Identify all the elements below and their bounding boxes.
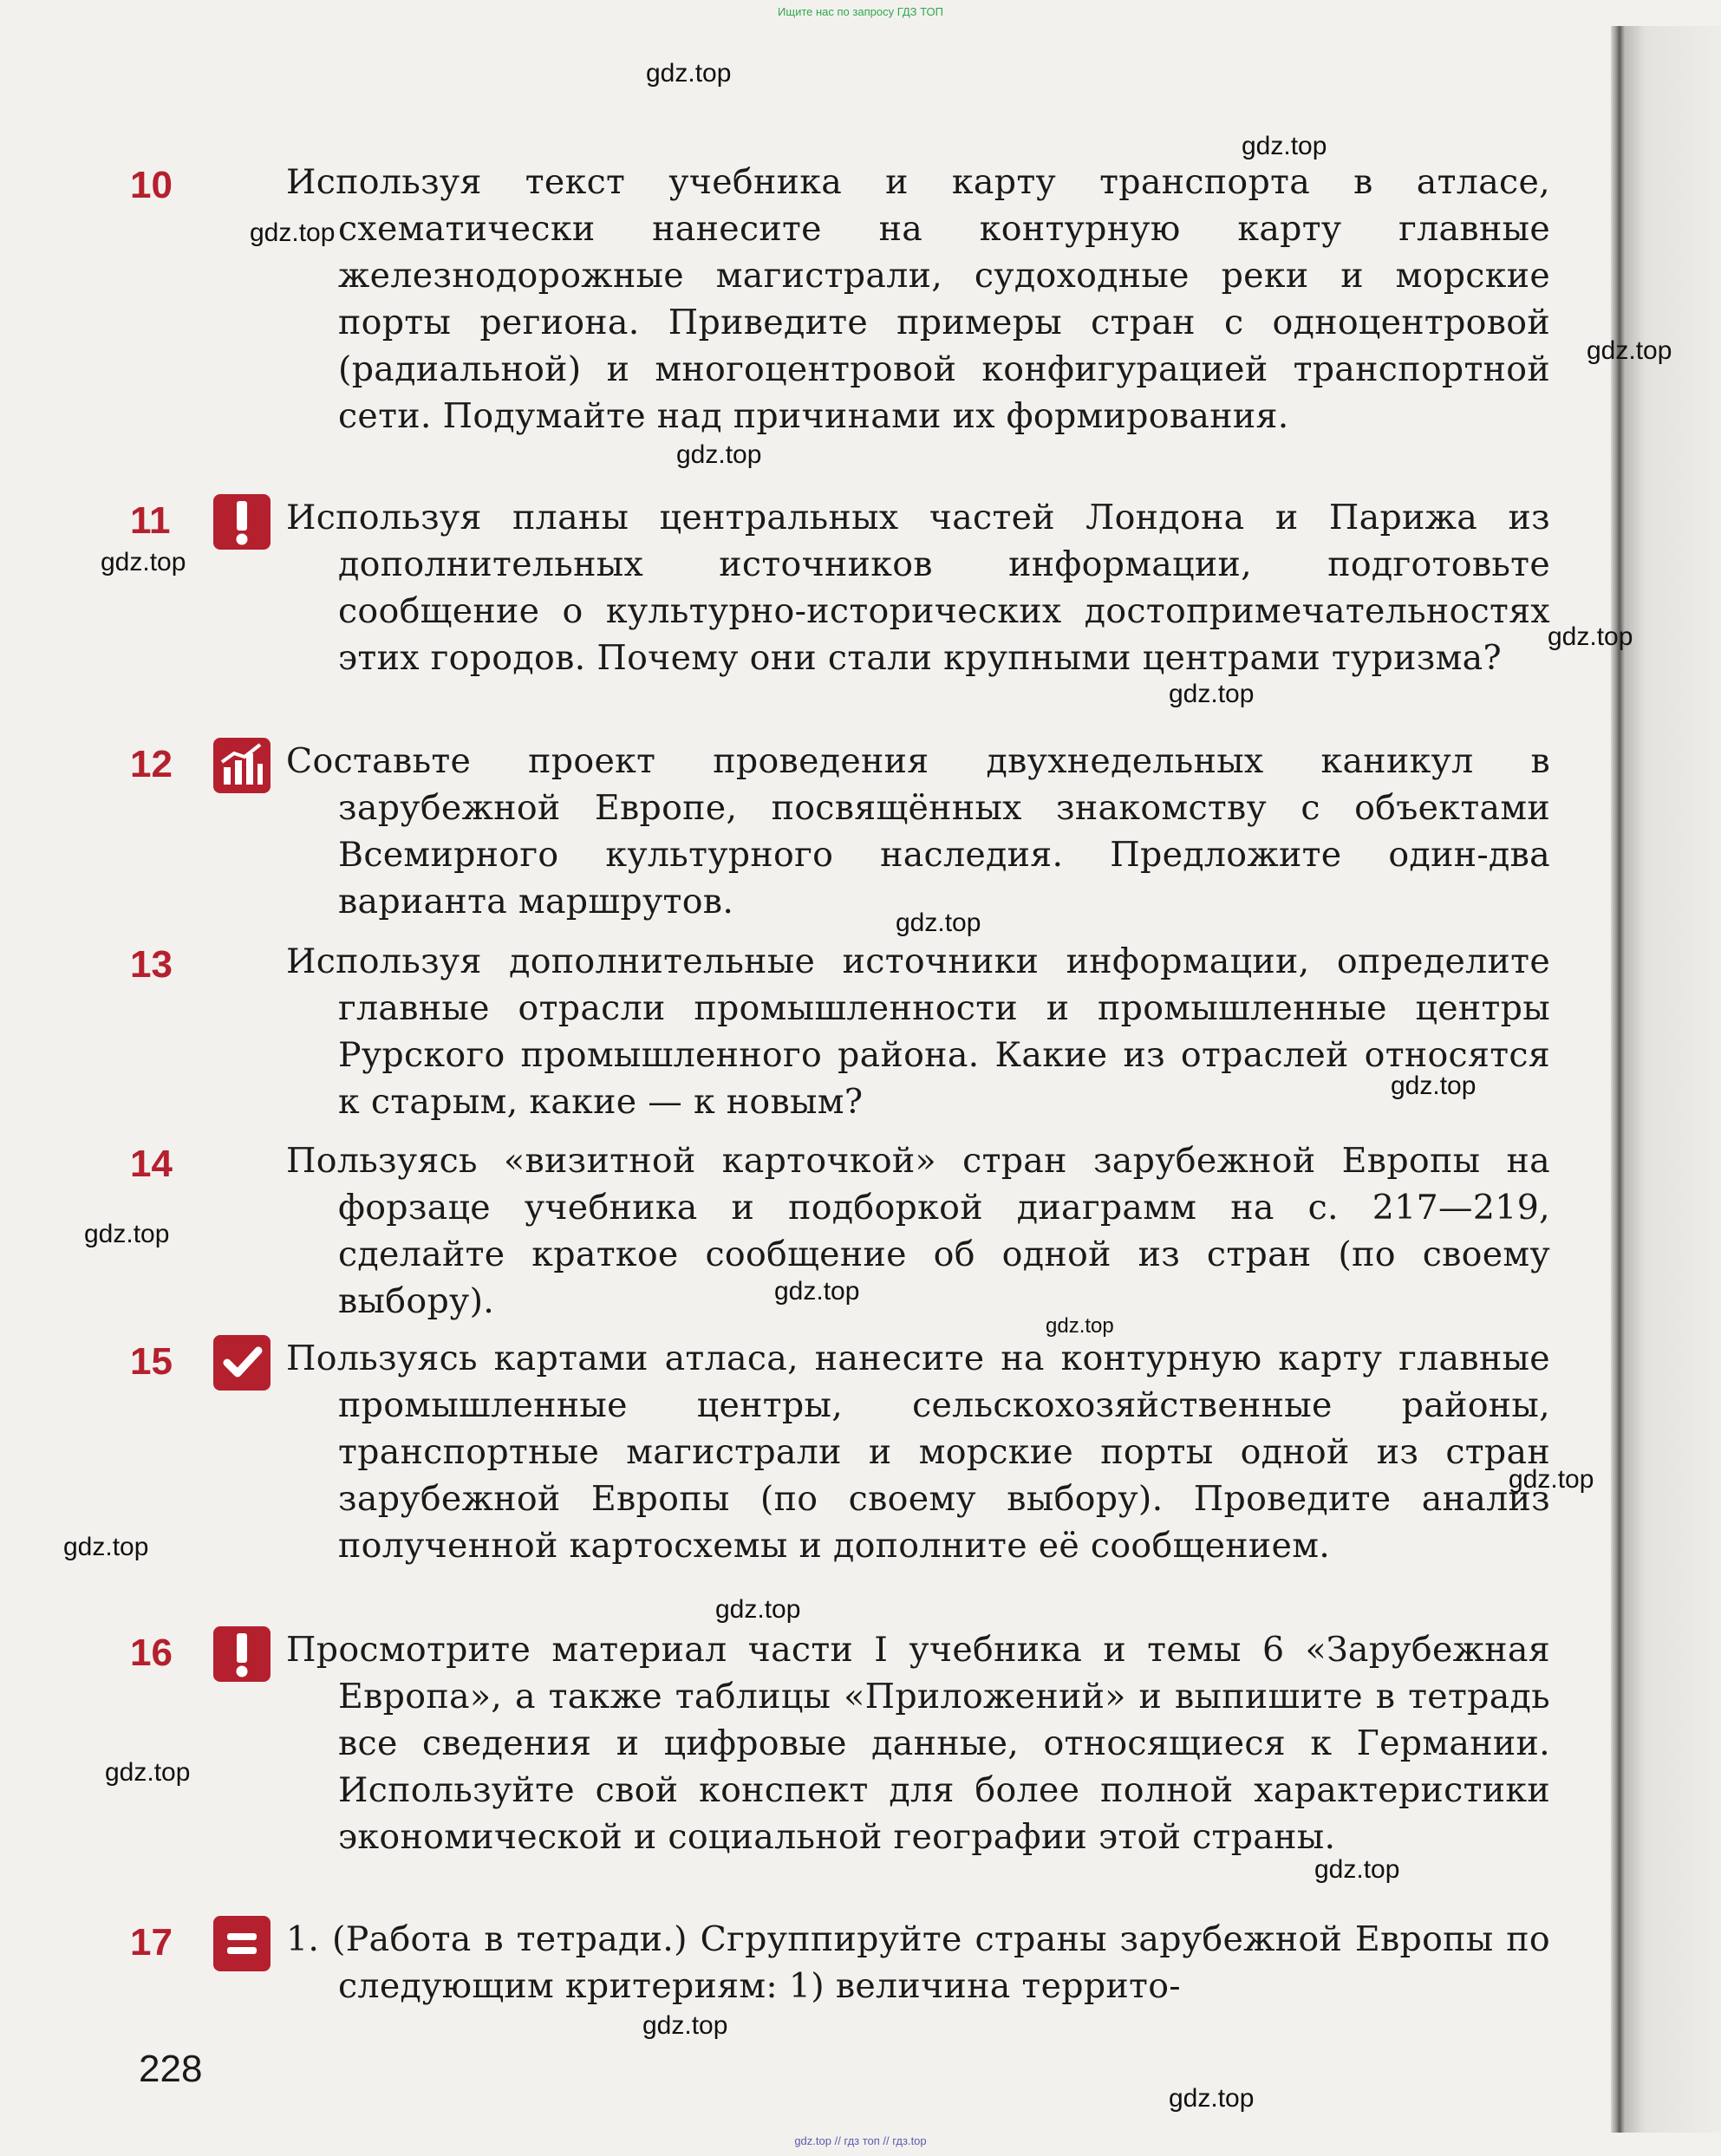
watermark: gdz.top bbox=[715, 1595, 801, 1624]
task-number: 13 bbox=[130, 943, 173, 986]
watermark: gdz.top bbox=[1314, 1855, 1400, 1884]
page-number: 228 bbox=[139, 2048, 203, 2090]
watermark: gdz.top bbox=[1242, 132, 1327, 160]
equals-icon bbox=[213, 1916, 271, 1971]
exclamation-icon bbox=[213, 1626, 271, 1682]
task-text: Просмотрите материал части I учебника и темы 6 «Зарубежная Европа», а также таблицы «Приложений» и выпишите в тетрадь все сведения и цифровые данные, относящиеся к Германии. Используйте свой конспект для более полной характеристики экономической и социальной географии этой страны. bbox=[286, 1630, 1550, 1857]
task-number: 10 bbox=[130, 164, 173, 206]
checkmark-icon bbox=[213, 1335, 271, 1391]
watermark: gdz.top bbox=[1169, 2084, 1255, 2113]
chart-icon bbox=[213, 738, 271, 793]
watermark: gdz.top bbox=[84, 1220, 170, 1248]
task-text: Составьте проект проведения двухнедельных каникул в зарубежной Европе, посвящённых знакомству с объектами Всемирного культурного наследия. Предложите один-два варианта маршрутов. bbox=[286, 741, 1550, 922]
watermark: gdz.top bbox=[1391, 1071, 1477, 1100]
task-text: Используя дополнительные источники информации, определите главные отрасли промышленности и промышленные центры Рурского промышленного района. Какие из отраслей относятся к старым, какие — к новым? bbox=[286, 941, 1550, 1122]
watermark: gdz.top bbox=[63, 1533, 149, 1561]
watermark: gdz.top bbox=[646, 59, 732, 88]
task-text: 1. (Работа в тетради.) Сгруппируйте страны зарубежной Европы по следующим критериям: 1) величина террито- bbox=[286, 1919, 1550, 2006]
top-banner: Ищите нас по запросу ГДЗ ТОП bbox=[778, 5, 943, 18]
watermark: gdz.top bbox=[1548, 622, 1633, 651]
watermark: gdz.top bbox=[105, 1758, 191, 1787]
watermark: gdz.top bbox=[101, 548, 186, 576]
watermark: gdz.top bbox=[896, 909, 981, 937]
task-text: Пользуясь «визитной карточкой» стран зарубежной Европы на форзаце учебника и подборкой диаграмм на с. 217—219, сделайте краткое сообщение об одной из стран (по своему выбору). bbox=[286, 1141, 1550, 1321]
task-text: Используя планы центральных частей Лондона и Парижа из дополнительных источников информации, подготовьте сообщение о культурно-исторических достопримечательностях этих городов. Почему они стали крупными центрами туризма? bbox=[286, 498, 1550, 678]
task-text: Используя текст учебника и карту транспорта в атласе, схематически нанесите на контурную карту главные железнодорожные магистрали, судоходные реки и морские порты региона. Приведите примеры стран с одноцентровой (радиальной) и многоцентровой конфигурацией транспортной сети. Подумайте над причинами их формирования. bbox=[286, 162, 1550, 436]
task-text: Пользуясь картами атласа, нанесите на контурную карту главные промышленные центры, сельскохозяйственные районы, транспортные магистрали и морские порты одной из стран зарубежной Европы (по своему выбору). Проведите анализ полученной картосхемы и дополните её сообщением. bbox=[286, 1339, 1550, 1566]
watermark: gdz.top bbox=[1509, 1465, 1594, 1494]
bottom-banner: gdz.top // гдз топ // гдз.top bbox=[794, 2134, 927, 2147]
watermark: gdz.top bbox=[1587, 336, 1672, 365]
watermark: gdz.top bbox=[642, 2011, 728, 2040]
watermark: gdz.top bbox=[250, 218, 336, 247]
task-number: 11 bbox=[130, 499, 171, 542]
watermark: gdz.top bbox=[676, 440, 762, 469]
exclamation-icon bbox=[213, 494, 271, 550]
watermark: gdz.top bbox=[774, 1277, 860, 1306]
watermark: gdz.top bbox=[1169, 680, 1255, 708]
task-number: 16 bbox=[130, 1632, 173, 1674]
task-number: 14 bbox=[130, 1143, 173, 1185]
task-number: 17 bbox=[130, 1921, 173, 1964]
watermark: gdz.top bbox=[1046, 1314, 1114, 1338]
task-number: 15 bbox=[130, 1340, 173, 1383]
task-number: 12 bbox=[130, 743, 173, 785]
